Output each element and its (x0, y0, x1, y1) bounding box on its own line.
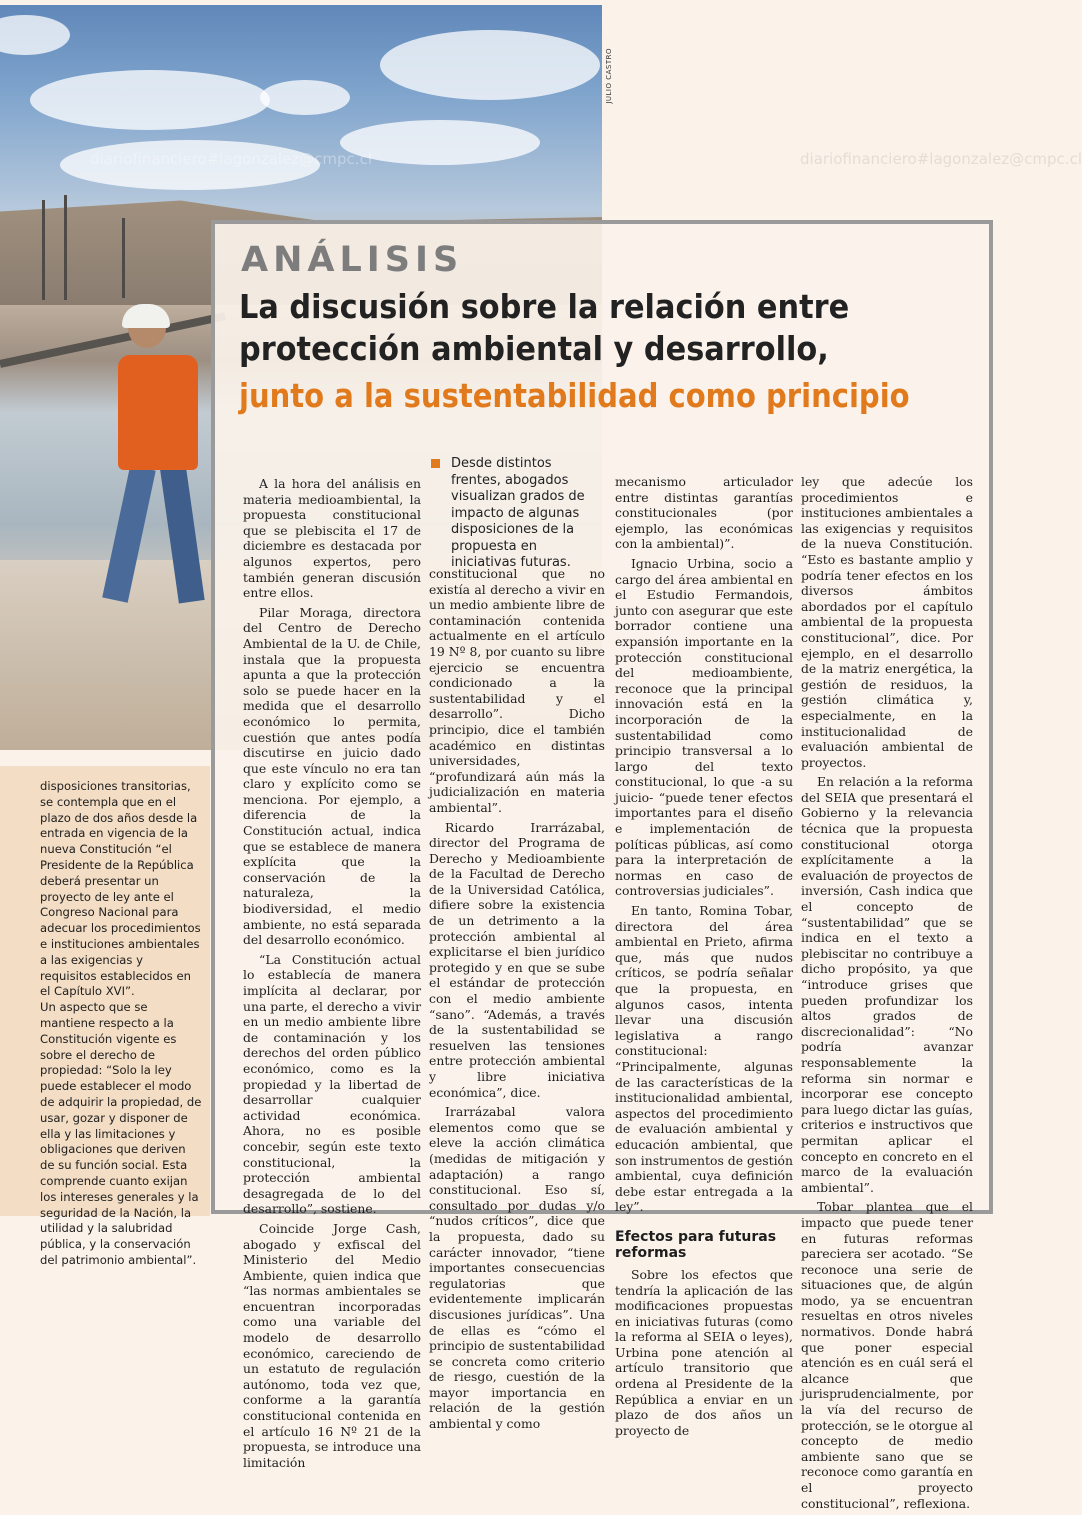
pullquote-bullet-icon (431, 459, 440, 468)
sidebar-paragraph: disposiciones transitorias, se contempla que en el plazo de dos años desde la entrada en vigencia de la nueva Constitución “el Presidente de la República deberá presentar un proyecto de ley ante el Congreso Nacional para adecuar los procedimientos e instituciones ambientales a las exigencias y requisitos establecidos en el Capítulo XVI”. (40, 779, 201, 999)
article-paragraph: Sobre los efectos que tendría la aplicación de las modificaciones propuestas en iniciativas futuras (como la reforma al SEIA o leyes), Urbina pone atención al artículo transitorio que ordena al Presidente de la República a enviar en un plazo de dos años un proyecto de (615, 1266, 793, 1438)
photo-worker-helmet (122, 304, 170, 328)
article-card (211, 220, 993, 1511)
photo-cloud (0, 15, 70, 55)
article-paragraph: Irarrázabal valora elementos como que se eleve la acción climática (medidas de mitigación y adaptación) a rango constitucional. Eso sí, consultado por dudas y/o “nudos críticos”, dice que la propuesta, dado su carácter innovador, “tiene importantes consecuencias regulatorias que evidentemente implicarán discusiones jurídicas”. Una de ellas es “cómo el principio de sustentabilidad se concreta como criterio de riesgo, cuestión de la mayor importancia en relación de la gestión ambiental y como (429, 1104, 605, 1432)
photo-cloud (260, 80, 350, 115)
photo-power-pole (42, 200, 45, 300)
photo-watermark: diariofinanciero#lagonzalez@cmpc.cl (90, 150, 372, 168)
photo-cloud (30, 70, 270, 130)
article-column-1 (243, 476, 421, 1474)
article-paragraph: constitucional que no existía al derecho a vivir en un medio ambiente libre de contaminación contenida actualmente en el artículo 19 Nº 8, por cuanto su libre ejercicio se encuentra condicionado a la sustentabilidad y el desarrollo”. Dicho principio, dice el también académico en distintas universidades, “profundizará aún más la judicialización en materia ambiental”. (429, 566, 605, 815)
article-paragraph: mecanismo articulador entre distintas garantías constitucionales (por ejemplo, las económicas con la ambiental)”. (615, 474, 793, 552)
article-paragraph: Ignacio Urbina, socio a cargo del área ambiental en el Estudio Fermandois, junto con asegurar que este borrador contiene una expansión importante en la protección constitucional del medioambiente, reconoce que la principal innovación está en la incorporación de la sustentabilidad como principio transversal a lo largo del texto constitucional, lo que -a su juicio- “puede tener efectos importantes para el diseño e implementación de políticas públicas, así como para la interpretación de normas en caso de controversias judiciales”. (615, 555, 793, 899)
page-watermark: diariofinanciero#lagonzalez@cmpc.cl (800, 150, 1082, 168)
sidebar-text (40, 779, 202, 1269)
headline: La discusión sobre la relación entre protección ambiental y desarrollo, (239, 287, 850, 368)
article-paragraph: Tobar plantea que el impacto que puede tener en futuras reformas pareciera ser acotado. “Se reconoce una serie de situaciones que, de algún modo, ya se encuentran resueltas en otros niveles normativos. Donde habrá que poner especial atención es en cuál será el alcance que jurisprudencialmente, por la vía del recurso de protección, se le otorgue al concepto de medio ambiente sano que se reconoce como garantía en el proyecto constitucional”, reflexiona. (801, 1199, 974, 1511)
pullquote-text: Desde distintos frentes, abogados visualizan grados de impacto de algunas disposiciones de la propuesta en iniciativas futuras. (451, 456, 585, 570)
sidebar-paragraph: Un aspecto que se mantiene respecto a la Constitución vigente es sobre el derecho de propiedad: “Solo la ley puede establecer el modo de adquirir la propiedad, de usar, gozar y disponer de ella y las limitaciones y obligaciones que deriven de su función social. Esta comprende cuanto exijan los intereses generales y la seguridad de la Nación, la utilidad y la salubridad pública, y la conservación del patrimonio ambiental”. (40, 1000, 202, 1267)
article-paragraph: ley que adecúe los procedimientos e instituciones ambientales a las exigencias y requisitos de la nueva Constitución. “Esto es bastante amplio y podría tener efectos en los diversos ámbitos abordados por el capítulo ambiental de la propuesta constitucional”, dice. Por ejemplo, en el desarrollo de la matriz energética, la gestión de residuos, la gestión climática y, especialmente, en la institucionalidad de evaluación ambiental de proyectos. (801, 474, 973, 770)
article-paragraph: Coincide Jorge Cash, abogado y exfiscal del Ministerio del Medio Ambiente, quien indica que “las normas ambientales se encuentran incorporadas como una variable del modelo de desarrollo económico, careciendo de un estatuto de regulación autónomo, toda vez que, conforme a la garantía constitucional contenida en el artículo 16 Nº 21 de la propuesta, se introduce una limitación (243, 1220, 421, 1470)
article-paragraph: A la hora del análisis en materia medioambiental, la propuesta constitucional que se plebiscita el 17 de diciembre es destacada por algunos expertos, pero también generan discusión entre ellos. (243, 476, 421, 601)
photo-cloud (380, 30, 600, 100)
article-paragraph: “La Constitución actual lo establecía de manera implícita al declarar, por una parte, el derecho a vivir en un medio ambiente libre de contaminación y los derechos del orden público económico, como es la propiedad y la libertad de desarrollar cualquier actividad económica. Ahora, no es posible concebir, según este texto constitucional, la protección ambiental desagregada de lo del desarrollo”, sostiene. (243, 951, 421, 1217)
headline-accent: junto a la sustentabilidad como principio (239, 376, 910, 415)
pullquote (431, 456, 601, 572)
photo-credit: JULIO CASTRO (605, 48, 613, 104)
article-paragraph: Ricardo Irarrázabal, director del Programa de Derecho y Medioambiente de la Facultad de Derecho de la Universidad Católica, difiere sobre la existencia de un detrimento a la protección ambiental al explicitarse el bien jurídico protegido y en que se sube el estándar de protección con el medio ambiente “sano”. “Además, a través de la sustentabilidad se resuelven las tensiones entre protección ambiental y libre iniciativa económica”, dice. (429, 819, 605, 1100)
photo-power-pole (64, 195, 67, 300)
photo-worker-vest (118, 355, 198, 470)
article-paragraph: En relación a la reforma del SEIA que presentará el Gobierno y la relevancia técnica que la propuesta constitucional otorga explícitamente a la evaluación de proyectos de inversión, Cash indica que el concepto de “sustentabilidad” que se indica en el texto a plebiscitar no contribuye a dicho propósito, ya que “introduce grises que pueden profundizar los altos grados de discrecionalidad”: “No podría avanzar responsablemente la reforma sin normar e incorporar ese concepto para luego dictar las guías, criterios e instructivos que permitan aplicar el concepto en concreto en el marco de la evaluación ambiental”. (801, 774, 973, 1195)
article-paragraph: En tanto, Romina Tobar, directora del área ambiental en Prieto, afirma que, más que nudos críticos, se podría señalar que la propuesta, en algunos casos, intenta llevar una discusión legislativa a rango constitucional: “Principalmente, algunas de las características de la institucionalidad ambiental, aspectos del procedimiento de evaluación ambiental y educación ambiental, que son instrumentos de gestión ambiental, cuya definición debe estar entregada a la ley”. (615, 903, 793, 1215)
page-top-margin (0, 0, 1000, 5)
photo-power-pole (122, 218, 125, 298)
article-subhead: Efectos para futuras reformas (615, 1228, 777, 1261)
article-column-3 (615, 474, 793, 1442)
article-column-2 (429, 566, 605, 1436)
article-column-4 (801, 474, 973, 1515)
article-paragraph: Pilar Moraga, directora del Centro de Derecho Ambiental de la U. de Chile, instala que la propuesta apunta a que la protección solo se puede hacer en la medida que el desarrollo económico lo permita, cuestión que antes podía discutirse en juicio dado que este vínculo no era tan claro y explícito como se menciona. Por ejemplo, a diferencia de la Constitución actual, indica que se establece de manera explícita que la conservación de la naturaleza, la biodiversidad, el medio ambiente, no está separada del desarrollo económico. (243, 604, 421, 948)
section-label: ANÁLISIS (241, 240, 464, 280)
